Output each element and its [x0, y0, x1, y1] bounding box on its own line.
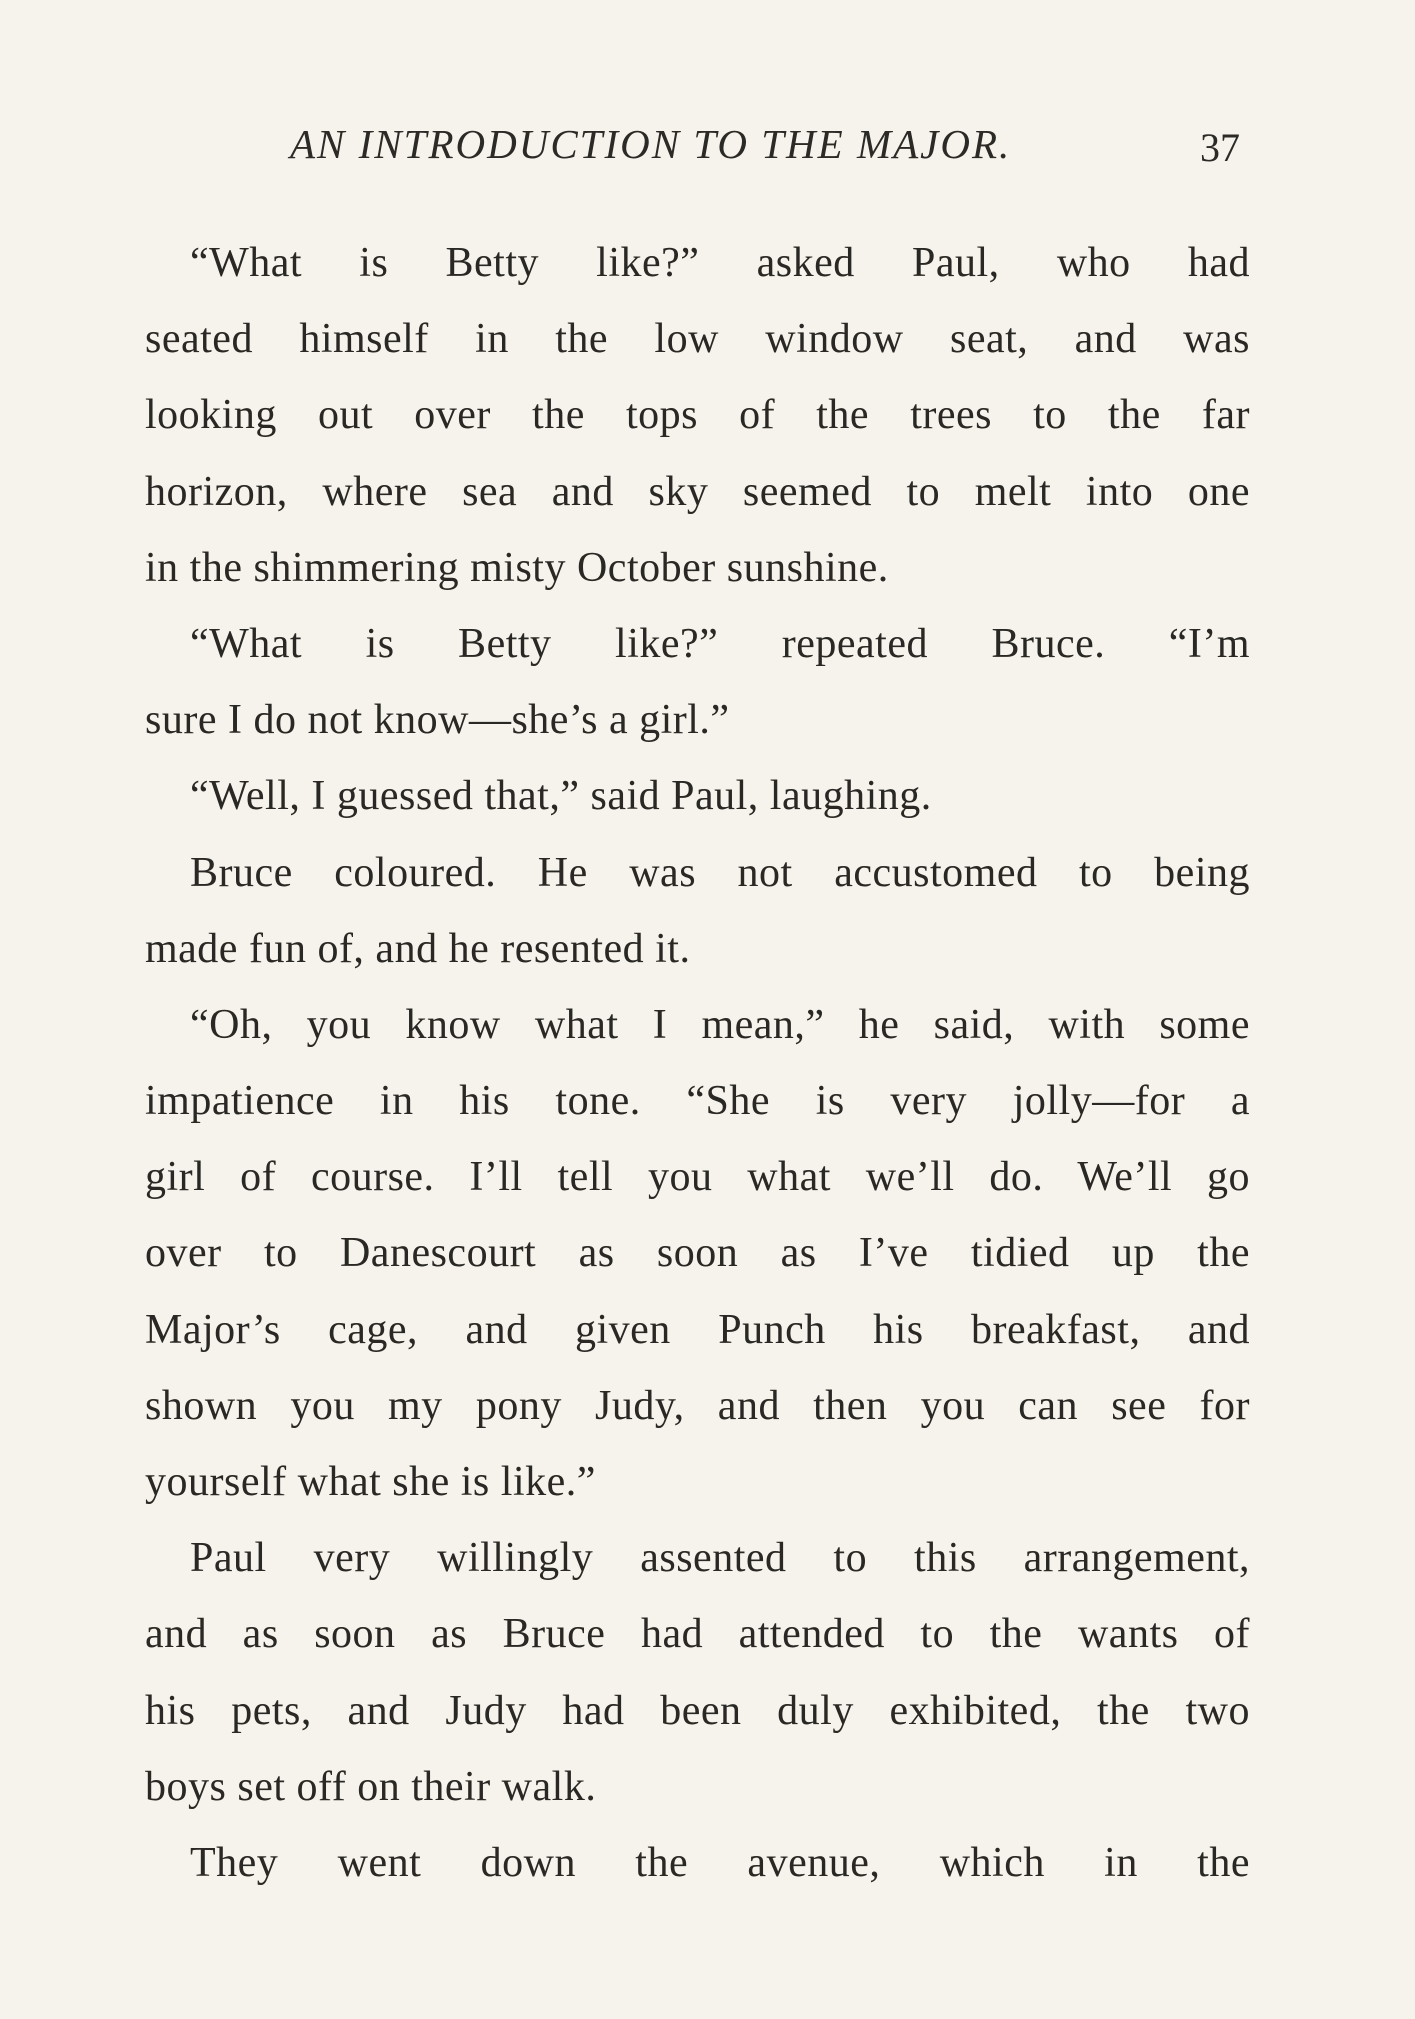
text-line: horizon, where sea and sky seemed to melt into one — [145, 468, 1250, 515]
text-line: girl of course. I’ll tell you what we’ll do. We’ll go — [145, 1154, 1250, 1201]
running-title: AN INTRODUCTION TO THE MAJOR. — [290, 121, 1012, 167]
text-line: “What is Betty like?” asked Paul, who had — [190, 240, 1250, 286]
text-line: shown you my pony Judy, and then you can see for — [145, 1382, 1250, 1429]
text-line: Major’s cage, and given Punch his breakfast, and — [145, 1306, 1250, 1353]
text-line: and as soon as Bruce had attended to the wants of — [145, 1611, 1250, 1658]
page-header — [145, 120, 1250, 180]
text-line: Bruce coloured. He was not accustomed to being — [190, 849, 1250, 896]
text-line: impatience in his tone. “She is very jolly—for a — [145, 1078, 1250, 1125]
text-line: his pets, and Judy had been duly exhibited, the two — [145, 1687, 1250, 1734]
text-line: “Oh, you know what I mean,” he said, with some — [190, 1001, 1250, 1048]
text-line: seated himself in the low window seat, and was — [145, 316, 1250, 363]
text-line: in the shimmering misty October sunshine. — [145, 544, 889, 591]
text-line: They went down the avenue, which in the — [190, 1839, 1250, 1886]
text-line: “What is Betty like?” repeated Bruce. “I’m — [190, 620, 1250, 667]
text-line: Paul very willingly assented to this arrangement, — [190, 1535, 1250, 1582]
body-text — [145, 225, 1250, 1901]
page-number: 37 — [1200, 125, 1240, 170]
text-line: yourself what she is like.” — [145, 1459, 596, 1505]
text-line: sure I do not know—she’s a girl.” — [145, 697, 730, 744]
text-line: over to Danescourt as soon as I’ve tidied up the — [145, 1230, 1250, 1277]
text-line: looking out over the tops of the trees to the far — [145, 392, 1250, 439]
text-line: boys set off on their walk. — [145, 1763, 597, 1810]
text-line: “Well, I guessed that,” said Paul, laughing. — [190, 773, 932, 820]
text-line: made fun of, and he resented it. — [145, 925, 691, 972]
